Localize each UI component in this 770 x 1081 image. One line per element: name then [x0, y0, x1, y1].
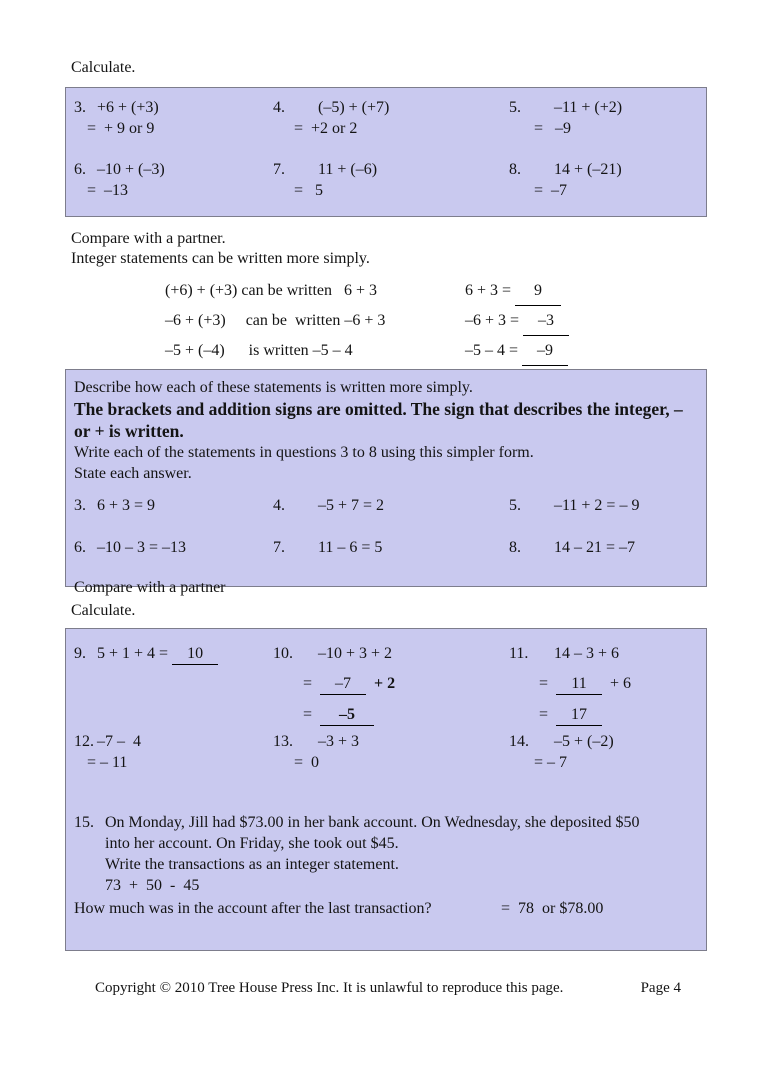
problem-5 — [509, 97, 706, 139]
problem-7 — [273, 159, 509, 201]
equals-sign: = — [539, 675, 549, 692]
answer: = 5 — [294, 182, 324, 199]
expression: 14 + (–21) — [554, 161, 622, 178]
calculate-heading-1: Calculate. — [71, 59, 136, 76]
blank-value: –9 — [537, 342, 554, 359]
question-number: 5. — [509, 99, 521, 116]
expression: –10 + 3 + 2 — [318, 645, 393, 662]
problem-4 — [273, 97, 509, 139]
answer: = +2 or 2 — [294, 120, 358, 137]
example-statement: –5 + (–4) is written –5 – 4 — [165, 342, 353, 359]
calc-box-1 — [65, 87, 707, 217]
expression: –11 + 2 = – 9 — [554, 497, 640, 514]
work-step-1 — [509, 673, 706, 695]
question-number: 4. — [273, 497, 285, 514]
expression: –10 + (–3) — [97, 161, 165, 178]
problem-8 — [509, 159, 706, 201]
answer: = –13 — [87, 182, 129, 199]
blank-value: –5 — [339, 706, 356, 723]
example-equation — [465, 276, 561, 306]
problem-15-final — [74, 898, 706, 919]
question-number: 6. — [74, 539, 86, 556]
blank-value: 17 — [571, 706, 588, 723]
integer-statement: 73 + 50 - 45 — [105, 877, 200, 894]
step-tail: + 2 — [366, 675, 396, 692]
problem-8-simple — [509, 537, 696, 558]
equals-sign: = — [303, 675, 313, 692]
describe-box-grid — [74, 495, 696, 558]
question-number: 15. — [74, 814, 94, 831]
question-number: 7. — [273, 161, 285, 178]
expression: 11 – 6 = 5 — [318, 539, 383, 556]
calc-box-2-row-a — [74, 643, 706, 726]
final-answer: = 78 or $78.00 — [501, 900, 604, 917]
expression: 14 – 21 = –7 — [554, 539, 636, 556]
expression: 5 + 1 + 4 = — [97, 645, 173, 662]
problem-12 — [74, 731, 273, 773]
describe-bold-answer: The brackets and addition signs are omitted. The sign that describes the integer, – or + is written. — [74, 399, 683, 441]
problem-3-simple — [74, 495, 273, 516]
equation-left: 6 + 3 = — [465, 282, 516, 299]
step-tail: + 6 — [602, 675, 632, 692]
problem-6-simple — [74, 537, 273, 558]
expression: –10 – 3 = –13 — [97, 539, 187, 556]
expression: 14 – 3 + 6 — [554, 645, 620, 662]
describe-line-4: State each answer. — [74, 465, 192, 482]
expression: –5 + (–2) — [554, 733, 614, 750]
example-equation — [465, 336, 568, 366]
answer-blank — [320, 673, 366, 695]
partner-section — [71, 229, 770, 269]
work-step-1 — [273, 673, 509, 695]
example-row — [165, 336, 770, 366]
problem-15 — [74, 812, 706, 896]
question-number: 3. — [74, 99, 86, 116]
answer: = + 9 or 9 — [87, 120, 155, 137]
question-number: 4. — [273, 99, 285, 116]
expression: –3 + 3 — [318, 733, 360, 750]
question-number: 10. — [273, 645, 293, 662]
problem-3 — [74, 97, 273, 139]
answer-blank — [556, 704, 602, 726]
page-footer — [95, 978, 681, 998]
blank-value: –7 — [335, 675, 352, 692]
question-number: 5. — [509, 497, 521, 514]
answer-blank — [523, 306, 569, 336]
blank-value: 9 — [534, 282, 543, 299]
blank-value: –3 — [538, 312, 555, 329]
question-number: 8. — [509, 539, 521, 556]
rewrite-examples — [0, 276, 770, 366]
problem-9 — [74, 643, 273, 726]
question-number: 8. — [509, 161, 521, 178]
expression: –7 – 4 — [97, 733, 141, 750]
example-row — [165, 276, 770, 306]
blank-value: 11 — [571, 675, 587, 692]
describe-line-3: Write each of the statements in questions 3 to 8 using this simpler form. — [74, 444, 534, 461]
page-number: Page 4 — [640, 980, 681, 996]
question-number: 14. — [509, 733, 529, 750]
work-step-2 — [509, 704, 706, 726]
answer: = – 11 — [87, 754, 128, 771]
describe-box — [65, 369, 707, 596]
answer-blank — [320, 704, 374, 726]
copyright-text: Copyright © 2010 Tree House Press Inc. It is unlawful to reproduce this page. — [95, 980, 564, 996]
question-number: 12. — [74, 733, 94, 750]
answer-blank — [172, 643, 218, 665]
word-problem-line-3: Write the transactions as an integer statement. — [105, 856, 399, 873]
problem-6 — [74, 159, 273, 201]
worksheet-page — [0, 57, 770, 998]
question-number: 11. — [509, 645, 529, 662]
answer: = –9 — [534, 120, 572, 137]
calc-box-2 — [65, 628, 707, 951]
problem-5-simple — [509, 495, 696, 516]
answer-blank — [522, 336, 568, 366]
expression: –5 + 7 = 2 — [318, 497, 385, 514]
answer: = 0 — [294, 754, 320, 771]
problem-13 — [273, 731, 509, 773]
describe-line-1: Describe how each of these statements is written more simply. — [74, 379, 473, 396]
expression: –11 + (+2) — [554, 99, 623, 116]
work-step-2 — [273, 704, 509, 726]
problem-14 — [509, 731, 706, 773]
calc-box-1-grid — [74, 97, 706, 201]
calc-box-2-row-b — [74, 731, 706, 773]
problem-10 — [273, 643, 509, 726]
equation-left: –6 + 3 = — [465, 312, 524, 329]
blank-value: 10 — [187, 645, 204, 662]
problem-4-simple — [273, 495, 509, 516]
question-number: 9. — [74, 645, 86, 662]
example-statement: –6 + (+3) can be written –6 + 3 — [165, 312, 386, 329]
word-problem-line-1: On Monday, Jill had $73.00 in her bank account. On Wednesday, she deposited $50 — [105, 814, 640, 831]
equation-left: –5 – 4 = — [465, 342, 523, 359]
problem-11 — [509, 643, 706, 726]
example-equation — [465, 306, 569, 336]
word-problem-line-2: into her account. On Friday, she took out $45. — [105, 835, 399, 852]
final-question: How much was in the account after the last transaction? — [74, 900, 432, 917]
calculate-heading-2: Calculate. — [71, 602, 136, 619]
question-number: 7. — [273, 539, 285, 556]
equals-sign: = — [303, 706, 313, 723]
expression: 6 + 3 = 9 — [97, 497, 156, 514]
expression: 11 + (–6) — [318, 161, 378, 178]
expression: +6 + (+3) — [97, 99, 159, 116]
answer: = –7 — [534, 182, 568, 199]
example-row — [165, 306, 770, 336]
answer-blank — [556, 673, 602, 695]
question-number: 6. — [74, 161, 86, 178]
example-statement: (+6) + (+3) can be written 6 + 3 — [165, 282, 378, 299]
describe-footer: Compare with a partner — [74, 579, 226, 596]
answer: = – 7 — [534, 754, 568, 771]
expression: (–5) + (+7) — [318, 99, 390, 116]
equals-sign: = — [539, 706, 549, 723]
answer-blank — [515, 276, 561, 306]
question-number: 13. — [273, 733, 293, 750]
question-number: 3. — [74, 497, 86, 514]
problem-7-simple — [273, 537, 509, 558]
word-problem-text — [105, 812, 639, 896]
partner-line-1: Compare with a partner. — [71, 230, 226, 247]
partner-line-2: Integer statements can be written more simply. — [71, 250, 370, 267]
